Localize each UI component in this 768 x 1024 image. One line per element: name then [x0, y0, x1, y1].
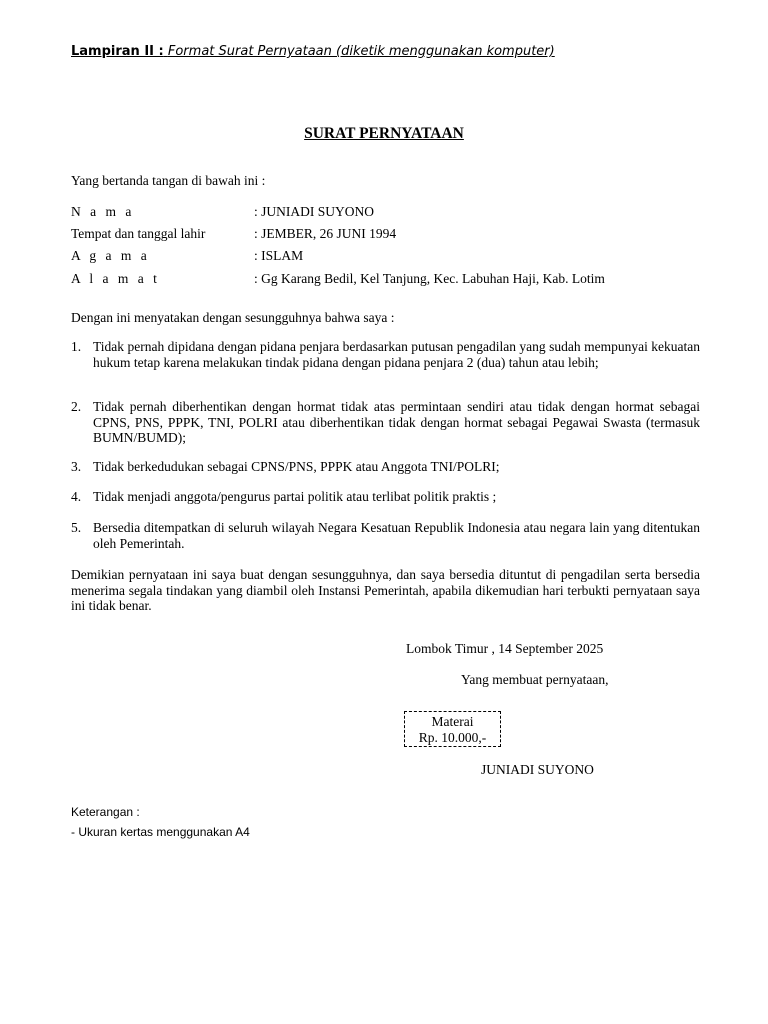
field-value-birth: : JEMBER, 26 JUNI 1994: [254, 226, 397, 241]
stamp-amount: Rp. 10.000,-: [418, 729, 487, 745]
field-value-name: : JUNIADI SUYONO: [254, 204, 374, 219]
item-text: Tidak berkedudukan sebagai CPNS/PNS, PPPK atau Anggota TNI/POLRI;: [93, 459, 500, 474]
attachment-description: Format Surat Pernyataan (diketik menggunakan komputer): [167, 44, 555, 59]
field-value-religion: : ISLAM: [254, 248, 304, 263]
item-number: 2.: [71, 399, 82, 414]
place-date: Lombok Timur , 14 September 2025: [406, 641, 604, 656]
item-number: 3.: [71, 459, 82, 474]
item-text: Tidak pernah diberhentikan dengan hormat tidak atas permintaan sendiri atau tidak dengan hormat sebagai CPNS, PNS, PPPK, TNI, POLRI atau diberhentikan tidak dengan hormat sebagai Pegawai Swasta (termasuk BUMN/BUMD);: [93, 399, 700, 445]
item-text: Tidak pernah dipidana dengan pidana penjara berdasarkan putusan pengadilan yang sudah mempunyai kekuatan hukum tetap karena melakukan tindak pidana dengan pidana penjara 2 (dua) tahun atau lebih;: [93, 339, 700, 370]
closing-paragraph: Demikian pernyataan ini saya buat dengan sesungguhnya, dan saya bersedia dituntut di pengadilan serta bersedia menerima segala tindakan yang diambil oleh Instansi Pemerintah, apabila dikemudian hari terbukti pernyataan saya ini tidak benar.: [71, 567, 700, 613]
signer-caption: Yang membuat pernyataan,: [461, 672, 609, 687]
field-label-religion: A g a m a: [71, 248, 150, 263]
statement-item: [71, 459, 700, 475]
statement-item: [71, 339, 700, 370]
item-number: 5.: [71, 520, 82, 535]
statement-item: [71, 520, 700, 551]
stamp-label: Materai: [431, 714, 474, 729]
item-text: Bersedia ditempatkan di seluruh wilayah Negara Kesatuan Republik Indonesia atau negara lain yang ditentukan oleh Pemerintah.: [93, 520, 700, 551]
statement-item: [71, 489, 700, 505]
field-value-address: : Gg Karang Bedil, Kel Tanjung, Kec. Labuhan Haji, Kab. Lotim: [254, 271, 605, 286]
item-text: Tidak menjadi anggota/pengurus partai politik atau terlibat politik praktis ;: [93, 489, 497, 504]
signer-name: JUNIADI SUYONO: [481, 762, 594, 777]
notes-title: Keterangan :: [71, 805, 140, 819]
field-label-address: A l a m a t: [71, 271, 160, 286]
attachment-header: [71, 44, 555, 59]
duty-stamp-box: [404, 711, 501, 747]
document-title: SURAT PERNYATAAN: [304, 125, 464, 142]
statement-intro: Dengan ini menyatakan dengan sesungguhnya bahwa saya :: [71, 310, 395, 325]
item-number: 1.: [71, 339, 82, 354]
field-label-name: N a m a: [71, 204, 135, 219]
intro-text: Yang bertanda tangan di bawah ini :: [71, 173, 266, 188]
notes-item: - Ukuran kertas menggunakan A4: [71, 825, 250, 839]
attachment-label: Lampiran II :: [71, 44, 164, 59]
field-label-birth: Tempat dan tanggal lahir: [71, 226, 206, 241]
statement-item: [71, 399, 700, 446]
item-number: 4.: [71, 489, 82, 504]
